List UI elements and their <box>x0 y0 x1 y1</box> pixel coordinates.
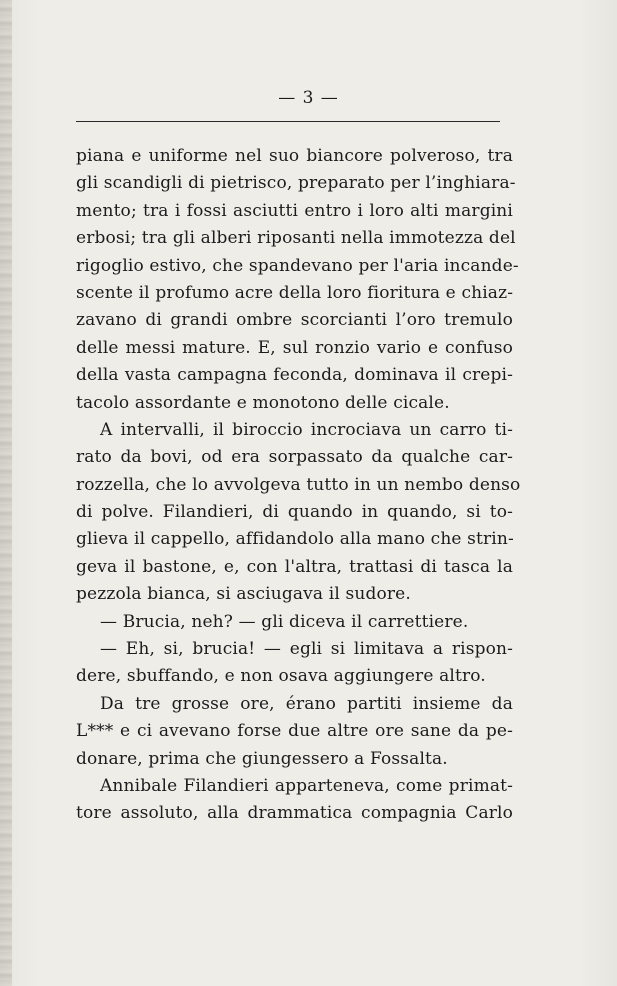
header-rule <box>76 121 500 122</box>
text-line: rozzella, che lo avvolgeva tutto in un nembo denso <box>76 474 521 495</box>
text-line: Annibale Filandieri apparteneva, come primat- <box>100 775 513 796</box>
text-line: tacolo assordante e monotono delle cicale. <box>76 392 450 413</box>
text-line: glieva il cappello, affidandolo alla mano che strin- <box>76 529 514 550</box>
text-line: rigoglio estivo, che spandevano per l'aria incande- <box>76 255 519 276</box>
body-text <box>76 143 521 828</box>
text-line: — Eh, si, brucia! — egli si limitava a rispon- <box>100 639 513 660</box>
text-line: pezzola bianca, si asciugava il sudore. <box>76 584 411 605</box>
text-line: L*** e ci avevano forse due altre ore sane da pe- <box>76 721 513 742</box>
text-line: piana e uniforme nel suo biancore polveroso, tra <box>76 146 513 166</box>
text-line: donare, prima che giungessero a Fossalta. <box>76 748 448 769</box>
text-line: rato da bovi, od era sorpassato da qualche car- <box>76 447 513 468</box>
text-line: zavano di grandi ombre scorcianti l’oro tremulo <box>76 310 513 331</box>
text-line: geva il bastone, e, con l'altra, trattasi di tasca la <box>76 556 513 577</box>
page-number: — 3 — <box>278 88 339 108</box>
text-line: A intervalli, il biroccio incrociava un carro ti- <box>100 419 513 440</box>
text-line: della vasta campagna feconda, dominava il crepi- <box>76 365 513 386</box>
text-line: Da tre grosse ore, érano partiti insieme da <box>100 693 513 714</box>
text-line: scente il profumo acre della loro fioritura e chiaz- <box>76 282 514 303</box>
text-line: delle messi mature. E, sul ronzio vario e confuso <box>76 337 513 358</box>
text-line: — Brucia, neh? — gli diceva il carrettiere. <box>100 611 469 632</box>
text-line: dere, sbuffando, e non osava aggiungere altro. <box>76 666 486 687</box>
text-line: tore assoluto, alla drammatica compagnia Carlo <box>76 803 513 824</box>
text-line: mento; tra i fossi asciutti entro i loro alti margini <box>76 200 513 221</box>
text-line: gli scandigli di pietrisco, preparato per l’inghiara- <box>76 173 516 194</box>
binding-edge <box>0 0 12 986</box>
text-line: di polve. Filandieri, di quando in quando, si to- <box>76 502 513 523</box>
text-line: erbosi; tra gli alberi riposanti nella immotezza del <box>76 228 516 249</box>
